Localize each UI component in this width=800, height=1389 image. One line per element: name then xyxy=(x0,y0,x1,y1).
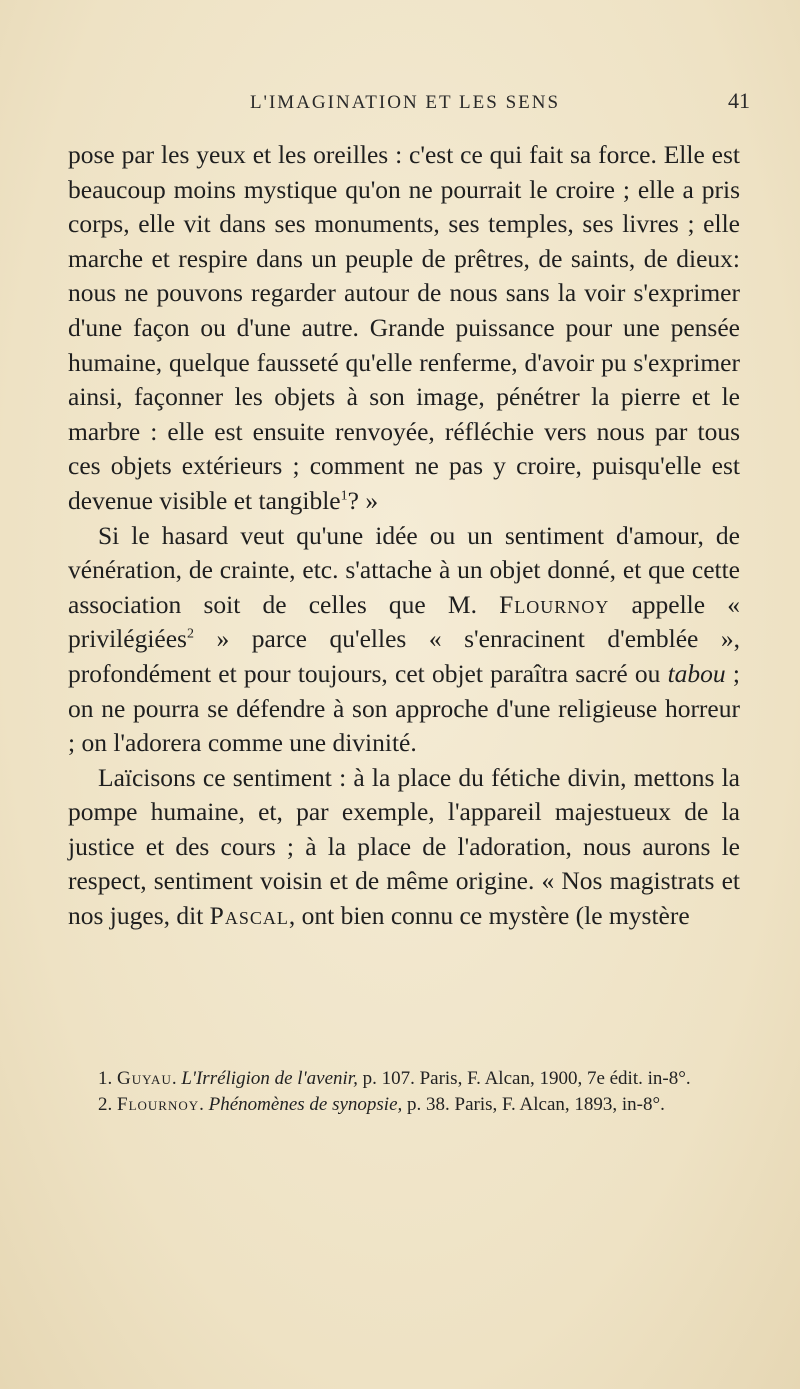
paragraph-3-text-b: , ont bien connu ce mystère (le mystère xyxy=(288,901,690,931)
italic-tabou: tabou xyxy=(667,658,726,688)
paragraph-3-text-a: Laïcisons ce sentiment : à la place du fétiche divin, mettons la pompe humaine, et, par exemple, l'appareil majestueux de la justice et des cours ; à la place de l'adoration, nous aurons le respect, sentiment voisin et de même origine. « Nos magistrats et nos juges, dit xyxy=(68,762,740,931)
paragraph-2-text-b: appelle « privilégiées xyxy=(68,589,740,654)
page-number: 41 xyxy=(728,88,750,113)
paragraph-1-end: ? » xyxy=(347,485,379,515)
paragraph-2-text-a: Si le hasard veut qu'une idée ou un sentiment d'amour, de vénération, de crainte, etc. s'attache à un objet donné, et que cette association soit de celles que M. xyxy=(68,520,740,619)
paragraph-2 xyxy=(68,519,740,761)
author-flournoy: Flournoy xyxy=(499,589,610,619)
paragraph-3 xyxy=(68,761,740,934)
author-pascal: Pascal xyxy=(209,901,289,931)
body-text xyxy=(68,138,740,934)
footnote-1: 1. Guyau. L'Irréligion de l'avenir, p. 107. Paris, F. Alcan, 1900, 7e édit. in-8°. xyxy=(98,1068,691,1089)
running-title: L'IMAGINATION ET LES SENS xyxy=(249,92,561,113)
footnote-2-details: p. 38. Paris, F. Alcan, 1893, in-8°. xyxy=(402,1094,665,1115)
footnote-1-author: Guyau xyxy=(117,1068,172,1089)
footnote-ref-2: 2 xyxy=(186,626,194,642)
footnote-1-number: 1. xyxy=(98,1068,113,1089)
paragraph-1-text: pose par les yeux et les oreilles : c'est ce qui fait sa force. Elle est beaucoup moins mystique qu'on ne pourrait le croire ; elle a pris corps, elle vit dans ses monuments, ses temples, ses livres ; elle marche et respire dans un peuple de prêtres, de saints, de dieux: nous ne pouvons regarder autour de nous sans la voir s'exprimer d'une façon ou d'une autre. Grande puissance pour une pensée humaine, quelque fausseté qu'elle renferme, d'avoir pu s'exprimer ainsi, façonner les objets à son image, pénétrer la pierre et le marbre : elle est ensuite renvoyée, réfléchie vers nous par tous ces objets extérieurs ; comment ne pas y croire, puisqu'elle est devenue visible et tangible xyxy=(68,140,740,515)
footnotes xyxy=(68,1066,740,1118)
paragraph-2-text-c: » parce qu'elles « s'enracinent d'emblée », profondément et pour toujours, cet objet paraîtra sacré ou xyxy=(68,624,740,688)
footnote-1-title: L'Irréligion de l'avenir, xyxy=(181,1068,358,1089)
paragraph-1 xyxy=(68,138,740,519)
footnote-1-details: p. 107. Paris, F. Alcan, 1900, 7e édit. in-8°. xyxy=(357,1068,691,1089)
footnote-ref-1: 1 xyxy=(340,488,348,504)
paragraph-2-text-d: ; on ne pourra se défendre à son approche d'une religieuse horreur ; on l'adorera comme une divinité. xyxy=(68,658,740,758)
page-header xyxy=(60,84,750,124)
footnote-2: 2. Flournoy. Phénomènes de synopsie, p. 38. Paris, F. Alcan, 1893, in-8°. xyxy=(98,1094,665,1115)
footnote-2-number: 2. xyxy=(98,1094,113,1115)
footnote-2-title: Phénomènes de synopsie, xyxy=(208,1094,403,1115)
footnote-2-author: Flournoy xyxy=(117,1094,200,1115)
